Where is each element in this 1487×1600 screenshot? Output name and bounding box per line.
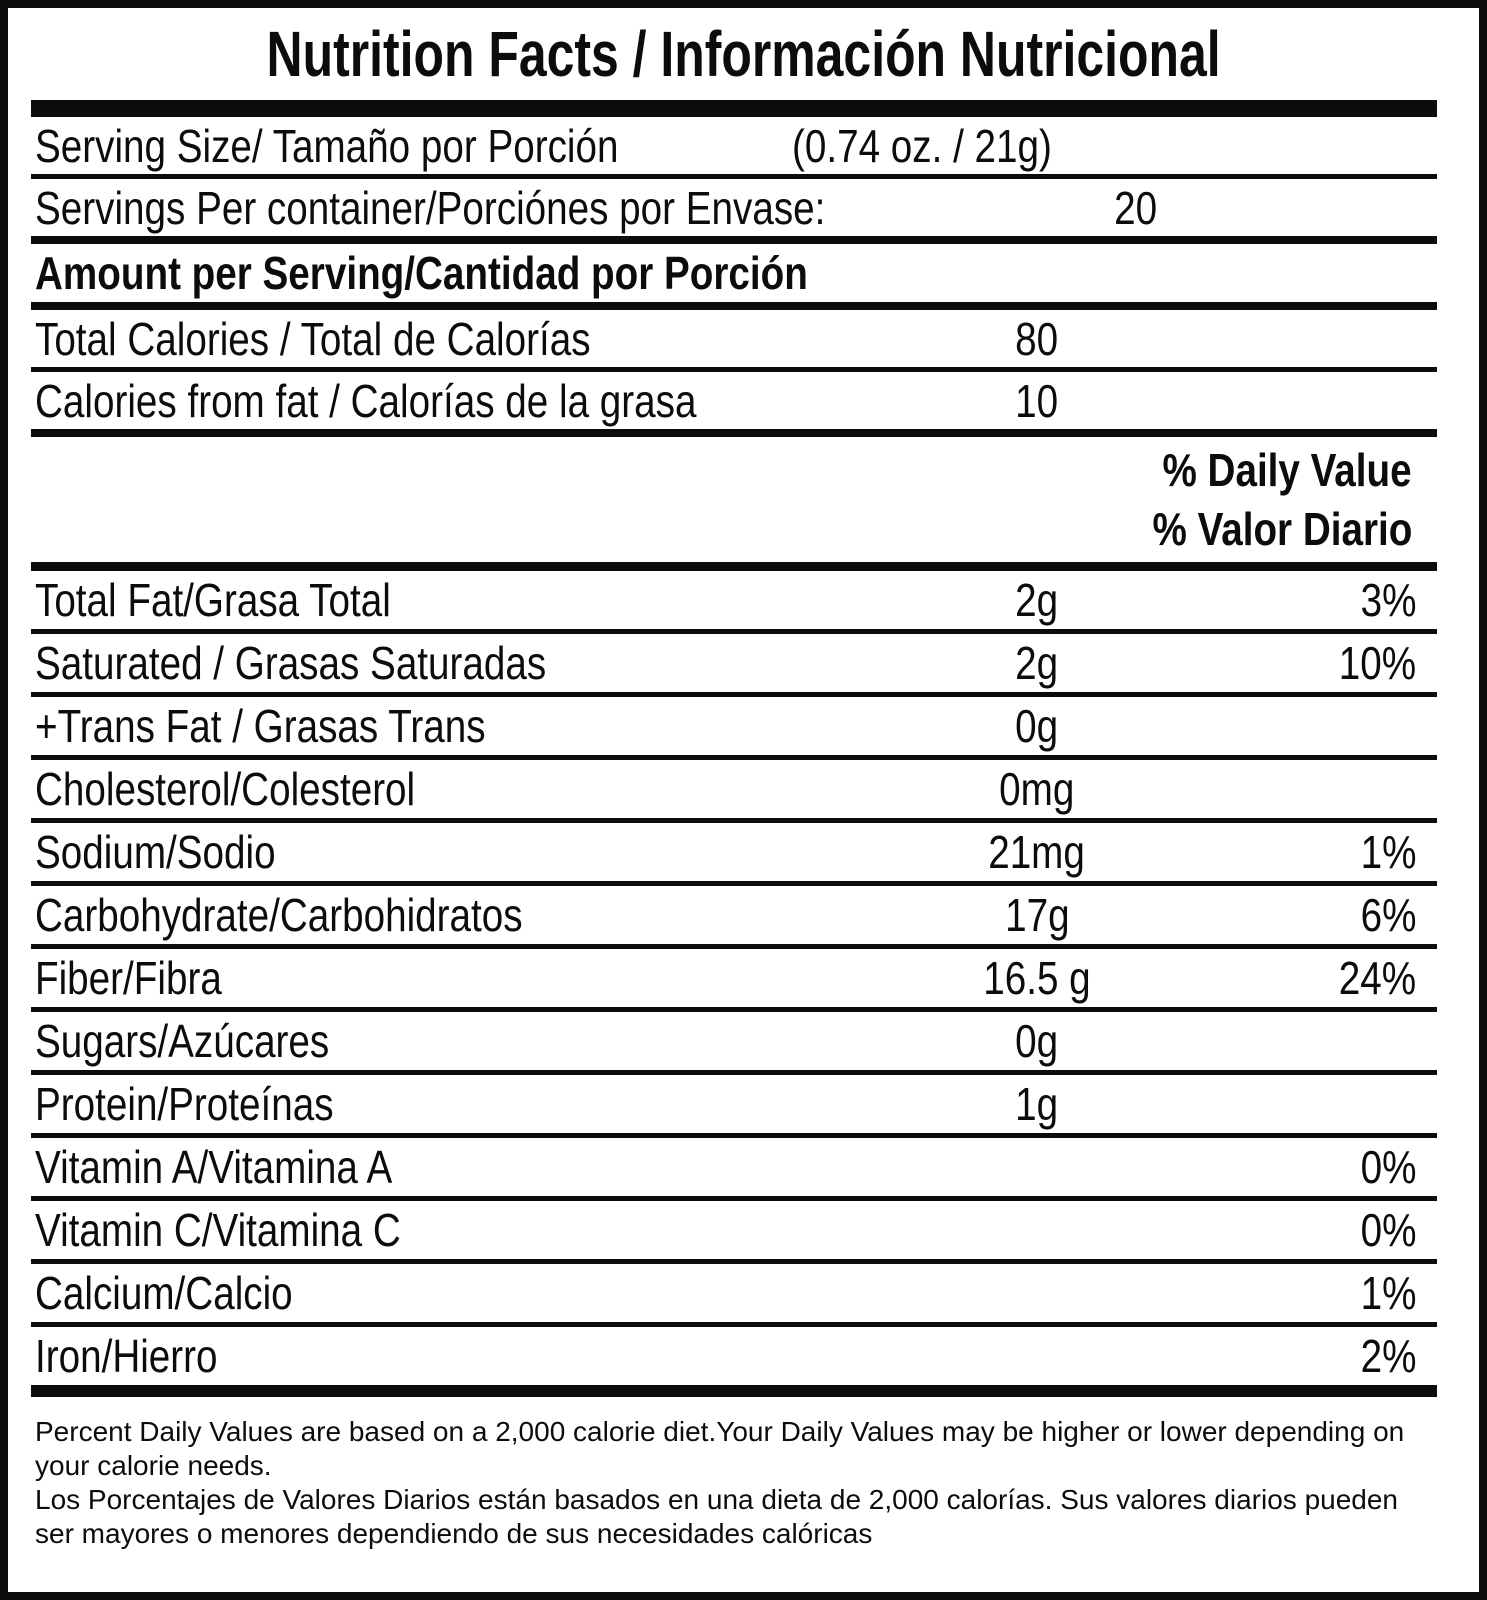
nutrient-row-sodium	[31, 823, 1437, 886]
daily-value-header-es: % Valor Diario	[1152, 503, 1412, 556]
calories-from-fat-row	[31, 372, 1437, 437]
nutrient-row-fiber	[31, 949, 1437, 1012]
nutrient-row-calcium	[31, 1264, 1437, 1327]
serving-size-label: Serving Size/ Tamaño por Porción	[35, 119, 619, 172]
nutrient-label: +Trans Fat / Grasas Trans	[35, 700, 486, 752]
nutrient-label: Cholesterol/Colesterol	[35, 763, 416, 815]
amount-per-serving-heading-text: Amount per Serving/Cantidad por Porción	[35, 247, 808, 299]
nutrient-amount: 1g	[1015, 1078, 1059, 1130]
total-calories-label: Total Calories / Total de Calorías	[35, 312, 591, 365]
title-divider-bar	[31, 100, 1437, 117]
servings-per-container-label: Servings Per container/Porciónes por Envase:	[35, 181, 826, 234]
nutrient-label: Carbohydrate/Carbohidratos	[35, 889, 523, 941]
nutrient-dv: 1%	[1360, 1267, 1416, 1319]
nutrient-dv: 0%	[1360, 1141, 1416, 1193]
nutrient-label: Calcium/Calcio	[35, 1267, 293, 1319]
nutrient-row-vitamin-c	[31, 1201, 1437, 1264]
amount-per-serving-heading	[31, 244, 1437, 310]
nutrient-row-sugars	[31, 1012, 1437, 1075]
daily-value-header	[31, 437, 1437, 571]
nutrient-label: Sugars/Azúcares	[35, 1015, 330, 1067]
nutrient-row-protein	[31, 1075, 1437, 1138]
nutrient-amount: 21mg	[988, 826, 1086, 878]
serving-size-value: (0.74 oz. / 21g)	[791, 119, 1052, 172]
nutrient-row-saturated-fat	[31, 634, 1437, 697]
daily-value-header-en: % Daily Value	[1162, 443, 1412, 496]
nutrient-row-iron	[31, 1327, 1437, 1397]
nutrient-dv: 2%	[1360, 1330, 1416, 1382]
nutrient-label: Fiber/Fibra	[35, 952, 222, 1004]
nutrient-amount: 16.5 g	[983, 952, 1091, 1004]
servings-per-container-row	[31, 179, 1437, 244]
nutrient-dv: 24%	[1338, 952, 1416, 1004]
nutrient-label: Vitamin C/Vitamina C	[35, 1204, 401, 1256]
nutrient-row-carbohydrate	[31, 886, 1437, 949]
daily-value-footnote	[8, 1397, 1479, 1551]
calories-from-fat-label: Calories from fat / Calorías de la grasa	[35, 374, 697, 427]
label-header	[8, 8, 1479, 100]
nutrient-label: Vitamin A/Vitamina A	[35, 1141, 393, 1193]
servings-per-container-value: 20	[1114, 181, 1158, 234]
nutrient-label: Iron/Hierro	[35, 1330, 218, 1382]
nutrient-amount: 2g	[1015, 574, 1059, 626]
nutrient-row-trans-fat	[31, 697, 1437, 760]
nutrient-dv: 6%	[1360, 889, 1416, 941]
nutrient-dv: 3%	[1360, 574, 1416, 626]
nutrient-row-cholesterol	[31, 760, 1437, 823]
nutrient-row-vitamin-a	[31, 1138, 1437, 1201]
total-calories-value: 80	[1015, 312, 1059, 365]
page-title: Nutrition Facts / Información Nutricional	[266, 18, 1221, 90]
nutrient-amount: 0g	[1015, 700, 1059, 752]
label-body	[31, 117, 1437, 1397]
footnote-english: Percent Daily Values are based on a 2,000 calorie diet.Your Daily Values may be higher or lower depending on your calorie needs.	[35, 1416, 1405, 1481]
nutrient-label: Saturated / Grasas Saturadas	[35, 637, 547, 689]
serving-size-row	[31, 117, 1437, 179]
nutrient-dv: 1%	[1360, 826, 1416, 878]
nutrient-dv: 0%	[1360, 1204, 1416, 1256]
total-calories-row	[31, 310, 1437, 372]
nutrient-label: Sodium/Sodio	[35, 826, 276, 878]
nutrient-dv: 10%	[1338, 637, 1416, 689]
nutrient-label: Protein/Proteínas	[35, 1078, 334, 1130]
nutrient-label: Total Fat/Grasa Total	[35, 574, 391, 626]
nutrient-amount: 0g	[1015, 1015, 1059, 1067]
calories-from-fat-value: 10	[1015, 374, 1059, 427]
nutrient-amount: 17g	[1004, 889, 1070, 941]
nutrient-amount: 2g	[1015, 637, 1059, 689]
nutrient-row-total-fat	[31, 571, 1437, 634]
nutrient-amount: 0mg	[999, 763, 1075, 815]
footnote-spanish: Los Porcentajes de Valores Diarios están basados en una dieta de 2,000 calorías. Sus valores diarios pueden ser mayores o menores dependiendo de sus necesidades calóricas	[35, 1484, 1399, 1549]
